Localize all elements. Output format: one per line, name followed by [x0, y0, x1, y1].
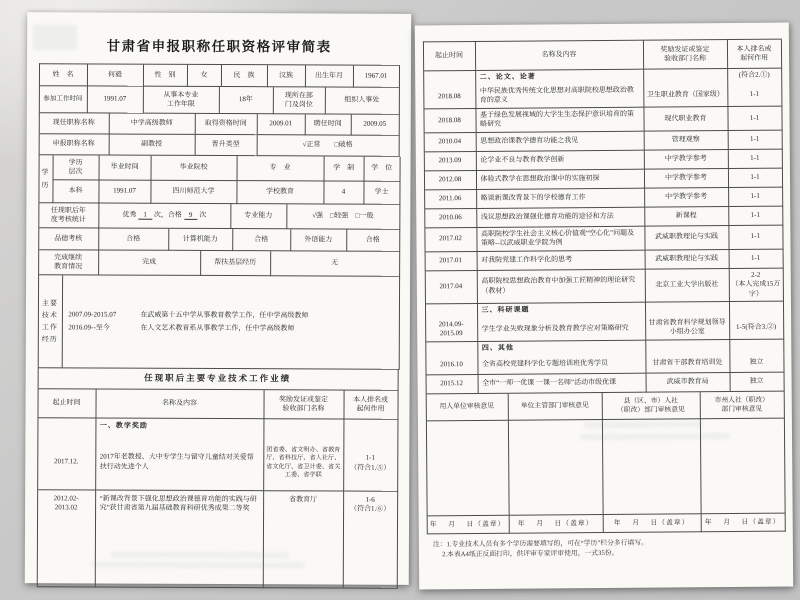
works-cell-name: 对我院党建工作科学化的思考 [477, 250, 645, 270]
field-label: 现所在部 门及岗位 [273, 87, 325, 114]
scan-artifact [91, 561, 305, 568]
works-cell-name: 略谈新课改背景下的学校德育工作 [477, 188, 645, 208]
field-value-qual-time: 2009.01 [257, 114, 305, 135]
column-header: 单位主管部门审核意见 [508, 393, 602, 421]
field-value-apply-title: 副教授 [109, 135, 195, 156]
works-cell-name: 2017年老教授、大中专学生与留守儿童结对关爱帮扶行动先进个人 [96, 434, 264, 491]
field-label: 现任职称名称 [39, 113, 109, 134]
works-cell-name: 三、科研课题 [477, 303, 645, 318]
stamp-row [427, 513, 785, 534]
works-cell-dept: 卫生职业教育（国家级） [644, 83, 728, 108]
career-line [68, 310, 308, 320]
field-label: 品德考核 [39, 228, 99, 250]
works-section-title: 任现职后主要专业技术工作业绩 [38, 368, 398, 391]
field-value-grassroots: 无 [271, 251, 400, 277]
page-title: 甘肃省申报职称任职资格评审简表 [106, 38, 332, 55]
works-cell-rank [730, 339, 784, 353]
works-cell-name: 基于绿色发展视域的大学生生态保护意识培育的策略研究 [476, 108, 644, 133]
works-cell-name: 体验式教学在思想政治课中的实施初探 [476, 169, 644, 189]
appraisal-excellent-count: 1 [138, 211, 152, 220]
works-cell-rank: 1-5(符合3.②) [730, 316, 784, 340]
works-cell-name: 中华民族优秀传统文化思想对高职院校思想政治教育的意义 [476, 84, 644, 109]
info-row [39, 113, 399, 136]
career-line [68, 323, 294, 333]
field-label: 完成继续 教育情况 [39, 250, 99, 275]
field-label: 学 制 [324, 156, 364, 181]
scan-artifact [580, 433, 730, 440]
works-row [37, 490, 397, 589]
info-row [39, 134, 399, 157]
column-header: 起止时间 [423, 42, 475, 71]
field-label: 取得资格时间 [195, 114, 257, 135]
ability-checkboxes: √强 □较强 □一般 [287, 204, 400, 229]
career-history-block [38, 275, 398, 370]
works-cell-rank [729, 302, 783, 316]
works-row [425, 268, 783, 304]
field-value-foreign: 合格 [347, 230, 400, 252]
works-cell-name: 高职院校思想政治教育中加强工匠精神的理论研究（教材） [477, 269, 645, 304]
career-desc: 在武威第十五中学从事教育教学工作，任中学高级教师 [140, 310, 309, 319]
education-header-row [53, 155, 400, 182]
works-cell-time: 2017.02 [425, 228, 477, 252]
education-block [39, 155, 399, 205]
field-value-years: 18年 [219, 87, 273, 114]
scan-artifact [584, 421, 704, 428]
works-cell-name: 思想政治课教学德育功能之我见 [476, 131, 644, 151]
works-cell-rank [344, 420, 398, 436]
works-cell-dept: 新课程 [645, 207, 729, 227]
review-header-row [426, 391, 784, 421]
field-value-grad-time: 1991.07 [99, 180, 151, 203]
field-value-moral: 合格 [99, 228, 169, 250]
column-header: 奖励发证或鉴定 验收部门名称 [264, 390, 344, 419]
works-cell-rank: 1-6 （符合1.⑥） [343, 492, 397, 589]
works-cell-rank: 1-1 （符合1.⑤） [344, 436, 398, 492]
field-value-hire-time: 2009.05 [351, 115, 399, 136]
appraisal-text: 优秀 [122, 210, 137, 219]
field-label: 性 别 [143, 65, 187, 87]
column-header: 县（区、市）人社 （职改）部门审核意见 [602, 392, 700, 420]
field-label: 毕业时间 [99, 155, 151, 180]
field-value-cont-edu: 完成 [99, 250, 201, 275]
works-cell-time: 2012.02- 2013.02 [37, 490, 95, 587]
column-header: 市州人社（职改） 部门审核意见 [700, 391, 784, 419]
form-page-1 [25, 12, 411, 585]
works-cell-name: 二、论文、论著 [476, 70, 644, 85]
stamp-date-cell: 年 月 日（盖章） [603, 514, 701, 533]
works-cell-dept: 武威市教育局 [646, 373, 730, 393]
education-value-row [53, 180, 400, 205]
works-cell-rank: 1-1 [729, 225, 783, 249]
field-value-birth: 1967.01 [353, 66, 399, 88]
field-label: 姓 名 [39, 64, 87, 86]
appraisal-text: 次 [199, 211, 207, 220]
field-value-ethnic: 汉族 [267, 65, 305, 87]
field-label: 申报职称名称 [39, 134, 109, 155]
field-label: 出生年月 [305, 65, 353, 87]
works-cell-time [425, 304, 477, 318]
works-cell-rank: 独立 [730, 353, 784, 372]
field-value-current-title: 中学高级教师 [109, 114, 195, 135]
column-header: 名称及内容 [475, 41, 643, 71]
footnote-line: 注：1.专业技术人员有多个学历需要填写的，可在“学历”栏分多行填写。 [432, 539, 648, 549]
field-value-major: 学校教育 [237, 181, 324, 204]
works-cell-time: 2010.04 [424, 133, 476, 152]
works-cell-name: 四、其他 [478, 340, 646, 355]
works-cell-dept [646, 340, 730, 355]
appraisal-text: 次，合格 [153, 211, 182, 220]
works-cell-name: 浅议思想政治课强化德育功能的途径和方法 [477, 207, 645, 227]
works-table [424, 69, 785, 395]
stamp-date-cell: 年 月 日（盖章） [701, 513, 785, 532]
career-side-label: 主要技术工作经历 [38, 275, 62, 368]
column-header: 起止时间 [38, 389, 96, 418]
field-label: 毕业院校 [151, 156, 237, 181]
works-cell-time [426, 342, 478, 356]
works-cell-name: 高职院校学生社会主义核心价值观“空心化”问题及策略--以武威职业学院为例 [477, 226, 645, 251]
works-cell-rank: 1-1 [728, 106, 782, 130]
field-value-grad-school: 四川师范大学 [151, 181, 237, 204]
works-cell-time: 2017.12. [38, 434, 96, 490]
works-cell-dept: 中学教学参考 [645, 188, 729, 208]
field-label: 学历 层次 [53, 155, 99, 180]
works-cell-time [38, 418, 96, 434]
works-cell-dept: 省教育厅 [263, 491, 343, 588]
works-cell-dept: 武威职教理论与实践 [645, 226, 729, 251]
works-cell-name: 全省高校党建科学化专题培训班优秀学员 [478, 354, 646, 374]
works-cell-rank: 1-1 [728, 83, 782, 107]
field-value-edu-level: 本科 [53, 180, 99, 203]
column-header: 奖励发证或鉴定 验收部门名称 [643, 40, 727, 70]
works-cell-rank: 独立 [730, 372, 784, 391]
works-cell-name: 一、教学奖励 [96, 418, 264, 435]
works-title-band [38, 368, 398, 391]
works-cell-rank: (符合2.①) [728, 69, 782, 83]
works-cell-dept [264, 419, 344, 435]
scan-artifact [111, 552, 289, 559]
works-cell-time: 2014.09- 2015.09 [426, 318, 478, 342]
works-cell-dept: 武威职教理论与实践 [645, 250, 729, 270]
works-cell-time: 2017.04 [425, 271, 477, 305]
works-cell-rank: 1-1 [728, 168, 782, 187]
works-table-continued [422, 39, 785, 535]
field-label: 参加工作时间 [39, 86, 87, 113]
field-label: 晋升类型 [195, 135, 257, 156]
field-value-degree: 学士 [364, 182, 400, 205]
appraisal-row [39, 203, 399, 230]
review-opinion-cell [426, 421, 509, 517]
promo-type-checkboxes: √正常 □破格 [257, 135, 399, 157]
works-cell-rank: 1-1 [728, 149, 782, 168]
works-cell-time: 2018.08 [424, 109, 476, 133]
works-cell-time [424, 71, 476, 85]
works-cell-name: 全市“一师一优课 一课一名师”活动市级优课 [478, 373, 646, 393]
stamp-date-cell: 年 月 日（盖章） [427, 516, 509, 535]
works-cell-dept [645, 302, 729, 317]
field-label: 外语能力 [291, 229, 347, 251]
column-header: 名称及内容 [96, 389, 264, 419]
field-value-gender: 女 [187, 65, 221, 87]
works-row [38, 418, 398, 436]
works-cell-dept: 北京工业大学出版社 [645, 269, 729, 303]
works-cell-rank: 2-2 （本人完成15万字） [729, 268, 783, 302]
works-row [425, 225, 783, 252]
works-cell-dept: 甘肃省教育科学规划领导小组办公室 [646, 316, 730, 341]
field-label: 从事本专业 工作年限 [143, 87, 219, 114]
works-cell-name: 学生学业失败现象分析及教育教学应对策略研究 [478, 317, 646, 342]
works-cell-time: 2011.06 [425, 190, 477, 209]
footnotes [433, 537, 779, 561]
works-cell-rank: 1-1 [729, 206, 783, 225]
works-cell-dept: 中学教学参考 [644, 169, 728, 189]
moral-row [39, 228, 399, 252]
field-label: 专业能力 [231, 204, 287, 229]
footnote-line: 2.本表A4纸正反面打印，供评审专家评审使用，一式35份。 [441, 550, 619, 559]
field-value-schooling: 4 [324, 181, 364, 204]
works-header-row [38, 389, 398, 420]
works-cell-time: 2010.06 [425, 209, 477, 228]
field-label: 专 业 [237, 156, 324, 181]
field-value-name: 何毅 [87, 64, 143, 86]
field-label: 民 族 [221, 65, 267, 87]
column-header: 本人排名或 起何作用 [344, 391, 398, 420]
works-header-row [423, 40, 781, 72]
works-cell-time: 2015.12 [426, 375, 478, 394]
field-label: 学 位 [364, 157, 400, 182]
education-side-label: 学历 [39, 155, 53, 203]
field-value-dept: 组织人事处 [325, 87, 399, 114]
works-cell-rank: 1-1 [729, 249, 783, 268]
works-cell-rank: 1-1 [728, 130, 782, 149]
field-label: 聘任时间 [305, 114, 351, 135]
column-header: 用人单位审核意见 [426, 394, 508, 422]
field-label: 任现职后年 度考核统计 [39, 203, 99, 228]
field-label: 帮扶基层经历 [201, 251, 271, 276]
career-period: 2007.09-2015.07 [68, 309, 117, 319]
works-cell-time: 2018.08 [424, 85, 476, 109]
column-header: 本人排名或 起何作用 [727, 40, 781, 69]
stamp-date-cell: 年 月 日（盖章） [509, 515, 603, 534]
works-cell-dept: 管理观察 [644, 131, 728, 151]
works-cell-dept: 中学教学参考 [644, 150, 728, 170]
form-page-2 [415, 23, 793, 590]
info-table [36, 63, 399, 589]
works-cell-dept: 团省委、省文明办、省教育厅、省科技厅、省人社厅、省文化厅、省卫计委、省关工委、省学联 [264, 435, 344, 491]
continuing-education-row [39, 250, 399, 277]
works-cell-dept: 现代职业教育 [644, 107, 728, 132]
works-row [424, 83, 782, 110]
works-cell-time: 2013.09 [424, 152, 476, 171]
works-row [424, 106, 782, 133]
career-history-content [62, 275, 399, 369]
works-cell-rank: 1-1 [729, 187, 783, 206]
field-label: 计算机能力 [169, 229, 233, 251]
works-cell-dept [644, 69, 728, 84]
works-cell-name: “新课改背景下强化思想政治课德育功能的实践与研究”获甘肃省第九届基础教育科研优秀成果二等奖 [95, 490, 263, 588]
appraisal-pass-count: 9 [184, 212, 198, 221]
works-row [426, 316, 784, 343]
works-cell-name: 论学业不良与教育教学创新 [476, 150, 644, 170]
works-cell-dept: 甘肃省干部教育培训处 [646, 354, 730, 374]
field-value-computer: 合格 [233, 229, 291, 251]
scan-artifact [33, 24, 77, 50]
career-period: 2016.09--至今 [68, 323, 110, 332]
works-cell-time: 2017.01 [425, 252, 477, 271]
works-cell-time: 2012.08 [424, 171, 476, 190]
works-row [38, 434, 398, 492]
appraisal-value [99, 203, 231, 229]
works-cell-time: 2016.10 [426, 356, 478, 375]
field-value-work-start: 1991.07 [87, 86, 143, 113]
info-row [39, 86, 399, 115]
career-desc: 在人文艺术教育系从事教学工作，任中学高级教师 [140, 323, 295, 333]
info-row [39, 64, 399, 88]
